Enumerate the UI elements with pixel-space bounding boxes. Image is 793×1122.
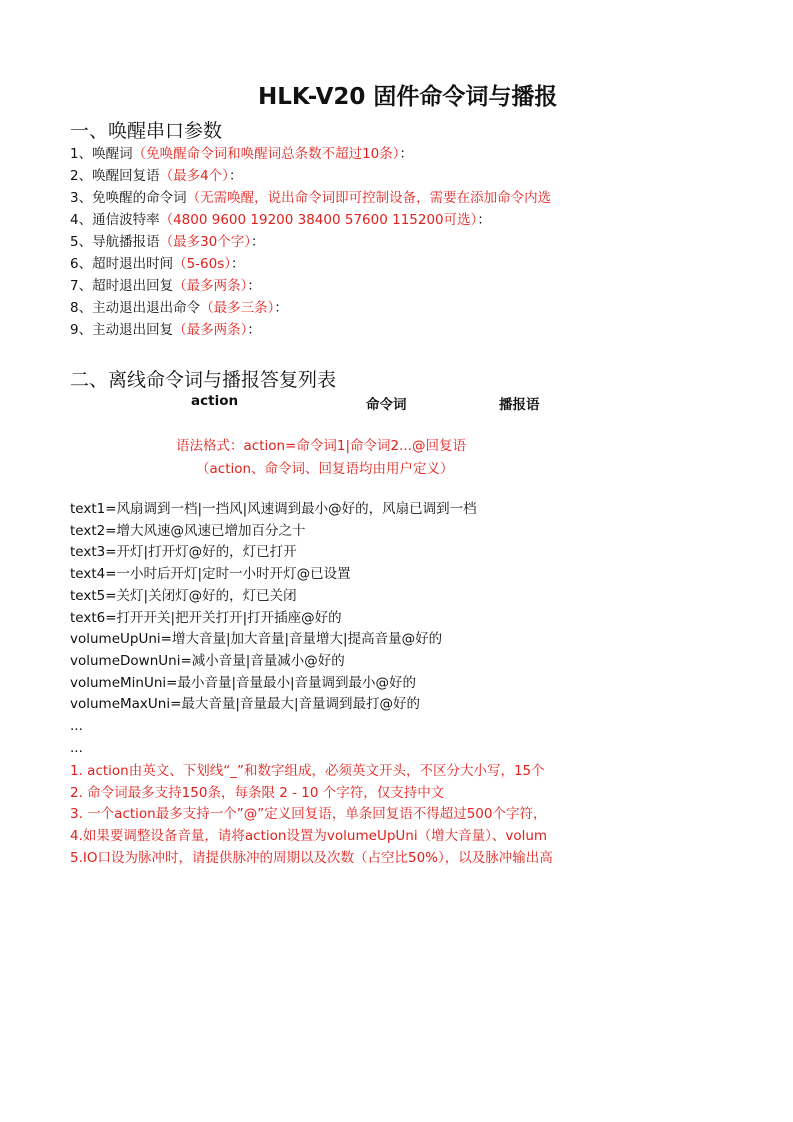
- param-item: [70, 232, 601, 252]
- param-item: [70, 298, 601, 318]
- param-label: 7、超时退出回复: [70, 278, 174, 294]
- command-line: volumeDownUni=减小音量|音量减小@好的: [70, 652, 345, 669]
- command-line: volumeUpUni=增大音量|加大音量|音量增大|提高音量@好的: [70, 631, 443, 648]
- param-suffix: ：: [251, 234, 265, 250]
- param-item: [70, 276, 601, 296]
- note-line: 5.IO口设为脉冲时，请提供脉冲的周期以及次数（占空比50%），以及脉冲输出高: [70, 849, 553, 866]
- param-item: [70, 166, 601, 186]
- command-line: ...: [70, 739, 83, 756]
- syntax-note: （action、命令词、回复语均由用户定义）: [196, 461, 454, 477]
- param-note: （4800 9600 19200 38400 57600 115200可选）: [159, 212, 478, 228]
- note-line: 2. 命令词最多支持150条，每条限 2 - 10 个字符，仅支持中文: [70, 784, 445, 801]
- note-line: 4.如果要调整设备音量，请将action设置为volumeUpUni（增大音量）、volum: [70, 828, 548, 845]
- param-label: 5、导航播报语: [70, 234, 160, 250]
- command-line: text2=增大风速@风速已增加百分之十: [70, 522, 306, 539]
- param-item: [70, 254, 601, 274]
- command-line: volumeMaxUni=最大音量|音量最大|音量调到最打@好的: [70, 696, 421, 713]
- param-item: [70, 210, 601, 230]
- param-label: 1、唤醒词: [70, 146, 133, 162]
- column-header-action: action: [191, 393, 239, 409]
- syntax-format: 语法格式：action=命令词1|命令词2...@回复语: [176, 438, 466, 454]
- param-label: 6、超时退出时间: [70, 256, 174, 272]
- param-label: 8、主动退出退出命令: [70, 300, 201, 316]
- command-line: text6=打开开关|把开关打开|打开插座@好的: [70, 609, 342, 626]
- section2-heading: 二、离线命令词与播报答复列表: [70, 369, 337, 391]
- param-note: （最多4个）: [159, 168, 229, 184]
- note-line: 1. action由英文、下划线“_”和数字组成，必须英文开头，不区分大小写，15个: [70, 763, 545, 779]
- param-suffix: ：: [247, 322, 261, 338]
- section1-heading: 一、唤醒串口参数: [70, 120, 223, 142]
- param-suffix: ：: [231, 256, 245, 272]
- param-note: （无需唤醒，说出命令词即可控制设备，需要在添加命令内选: [186, 190, 552, 206]
- param-note: （5-60s）: [173, 256, 232, 272]
- param-note: （最多三条）: [200, 300, 275, 316]
- param-note: （最多两条）: [173, 278, 248, 294]
- param-label: 9、主动退出回复: [70, 322, 174, 338]
- command-line: text3=开灯|打开灯@好的，灯已打开: [70, 544, 297, 561]
- param-suffix: ：: [477, 212, 491, 228]
- param-suffix: ：: [247, 278, 261, 294]
- param-label: 3、免唤醒的命令词: [70, 190, 187, 206]
- param-item: [70, 320, 601, 340]
- param-label: 4、通信波特率: [70, 212, 160, 228]
- page-title: HLK-V20 固件命令词与播报: [258, 84, 558, 110]
- param-note: （最多两条）: [173, 322, 248, 338]
- command-line: text5=关灯|关闭灯@好的，灯已关闭: [70, 587, 297, 604]
- command-line: text1=风扇调到一档|一挡风|风速调到最小@好的，风扇已调到一档: [70, 501, 477, 517]
- param-label: 2、唤醒回复语: [70, 168, 160, 184]
- param-item: [70, 144, 601, 164]
- param-item: [70, 188, 601, 208]
- note-line: 3. 一个action最多支持一个”@”定义回复语，单条回复语不得超过500个字符，: [70, 806, 547, 823]
- command-line: volumeMinUni=最小音量|音量最小|音量调到最小@好的: [70, 674, 417, 691]
- column-header-command: 命令词: [366, 397, 407, 413]
- param-suffix: ：: [228, 168, 243, 184]
- param-note: （最多30个字）: [159, 234, 252, 250]
- column-header-reply: 播报语: [499, 397, 540, 413]
- command-line: ...: [70, 718, 83, 734]
- param-note: （免唤醒命令词和唤醒词总条数不超过10条）: [132, 146, 400, 162]
- param-suffix: ：: [399, 146, 414, 162]
- command-line: text4=一小时后开灯|定时一小时开灯@已设置: [70, 566, 351, 583]
- param-suffix: ：: [274, 300, 288, 316]
